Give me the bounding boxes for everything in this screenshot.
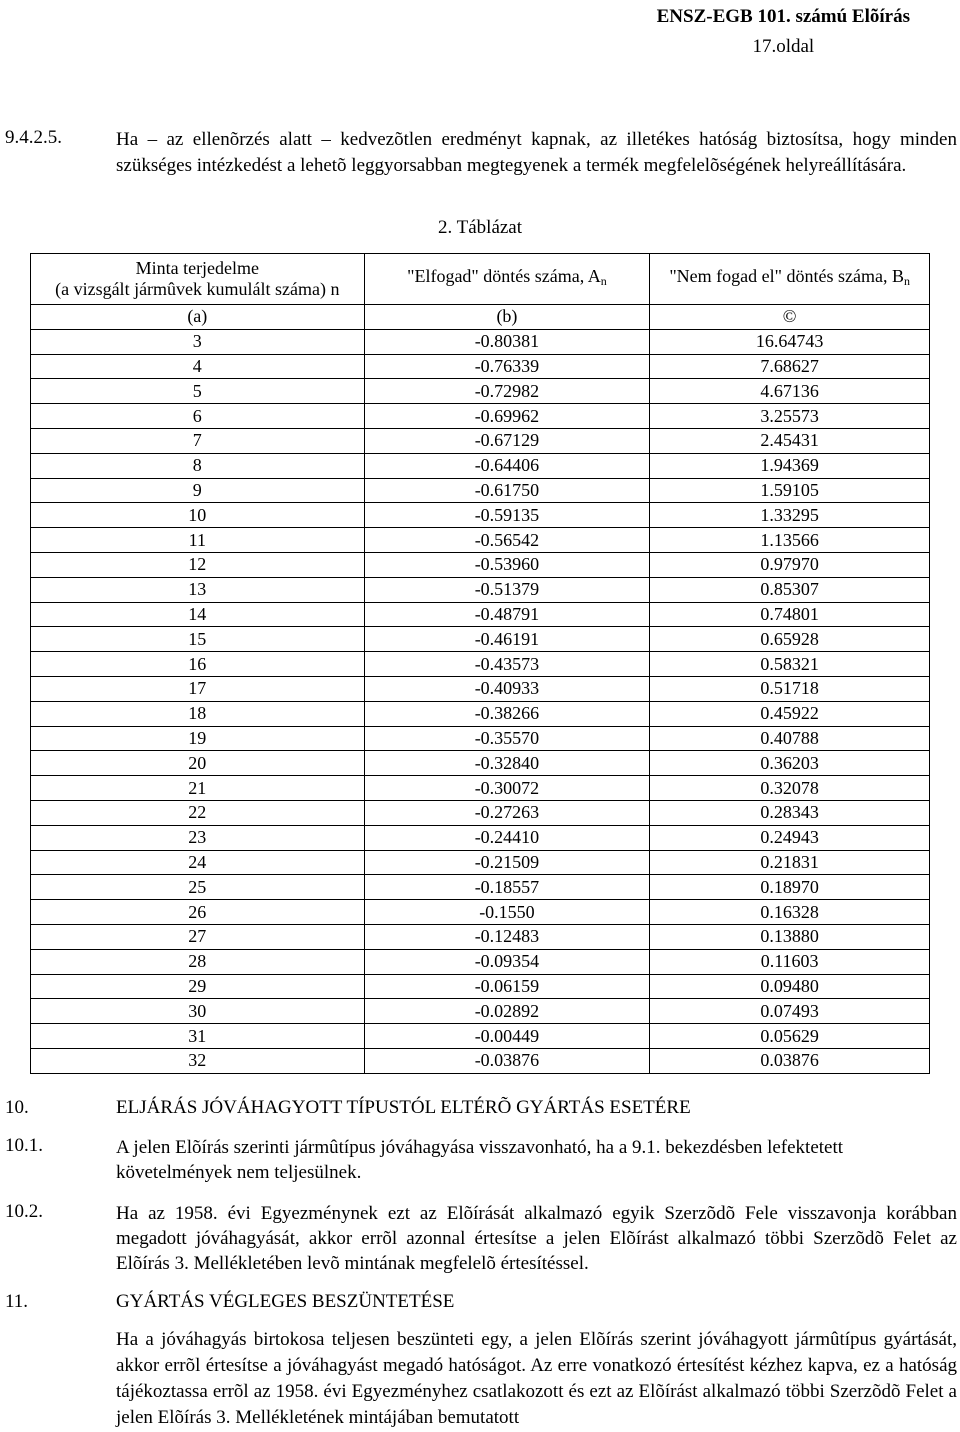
sample-size-cell: 30	[31, 999, 365, 1024]
table-row	[31, 850, 930, 875]
reject-number-cell: 2.45431	[650, 428, 930, 453]
header-accept-subscript: n	[600, 274, 607, 288]
sample-size-cell: 27	[31, 924, 365, 949]
reject-number-cell: 0.40788	[650, 726, 930, 751]
table-row	[31, 552, 930, 577]
accept-number-cell: -0.30072	[364, 776, 650, 801]
sample-size-cell: 20	[31, 751, 365, 776]
header-accept	[364, 254, 650, 305]
reject-number-cell: 0.97970	[650, 552, 930, 577]
table-row	[31, 577, 930, 602]
table-row	[31, 329, 930, 354]
sample-size-cell: 13	[31, 577, 365, 602]
table-row	[31, 999, 930, 1024]
page-header	[657, 2, 910, 62]
reject-number-cell: 0.58321	[650, 652, 930, 677]
reject-number-cell: 7.68627	[650, 354, 930, 379]
table-row	[31, 776, 930, 801]
sample-size-cell: 11	[31, 528, 365, 553]
sample-size-cell: 25	[31, 875, 365, 900]
sample-size-cell: 4	[31, 354, 365, 379]
sample-size-cell: 29	[31, 974, 365, 999]
reject-number-cell: 0.09480	[650, 974, 930, 999]
table-row	[31, 453, 930, 478]
header-sample-size-line1: Minta terjedelme	[135, 258, 260, 278]
reject-number-cell: 1.94369	[650, 453, 930, 478]
sample-size-cell: 31	[31, 1024, 365, 1049]
table-row	[31, 974, 930, 999]
sample-size-cell: 24	[31, 850, 365, 875]
reject-number-cell: 0.05629	[650, 1024, 930, 1049]
accept-number-cell: -0.00449	[364, 1024, 650, 1049]
reject-number-cell: 1.59105	[650, 478, 930, 503]
column-letter-c: ©	[650, 305, 930, 330]
table-row	[31, 726, 930, 751]
accept-number-cell: -0.72982	[364, 379, 650, 404]
reject-number-cell: 16.64743	[650, 329, 930, 354]
column-letters-row	[31, 305, 930, 330]
column-letter-b: (b)	[364, 305, 650, 330]
reject-number-cell: 0.13880	[650, 924, 930, 949]
reject-number-cell: 0.51718	[650, 676, 930, 701]
accept-number-cell: -0.76339	[364, 354, 650, 379]
paragraph-number: 10.1.	[5, 1135, 43, 1156]
table-row	[31, 404, 930, 429]
accept-number-cell: -0.35570	[364, 726, 650, 751]
accept-number-cell: -0.21509	[364, 850, 650, 875]
sample-size-cell: 12	[31, 552, 365, 577]
sample-size-cell: 14	[31, 602, 365, 627]
accept-number-cell: -0.61750	[364, 478, 650, 503]
accept-number-cell: -0.06159	[364, 974, 650, 999]
reject-number-cell: 0.21831	[650, 850, 930, 875]
accept-number-cell: -0.02892	[364, 999, 650, 1024]
page-number: 17.oldal	[752, 36, 815, 57]
table-row	[31, 900, 930, 925]
paragraph-text: Ha a jóváhagyás birtokosa teljesen beszünteti egy, a jelen Elõírás szerint jóváhagyott jármûtípus gyártását, akkor errõl értesítse a jóváhagyást megadó hatóságot. Az erre vonatkozó értesítést kézhez kapva, ez a hatóság tájékoztassa errõl az 1958. évi Egyezményhez csatlakozott és ezt az Elõírást alkalmazó többi Szerzõdõ Felet a jelen Elõírás 3. Mellékletének mintájában bemutatott	[116, 1329, 957, 1428]
table-row	[31, 379, 930, 404]
accept-number-cell: -0.1550	[364, 900, 650, 925]
section-number: 11.	[5, 1291, 29, 1312]
header-reject-label: "Nem fogad el" döntés száma, B	[669, 266, 904, 286]
table-row	[31, 875, 930, 900]
reject-number-cell: 4.67136	[650, 379, 930, 404]
table-row	[31, 1024, 930, 1049]
paragraph-number: 9.4.2.5.	[5, 127, 62, 148]
table-row	[31, 676, 930, 701]
table-row	[31, 924, 930, 949]
reject-number-cell: 0.03876	[650, 1048, 930, 1073]
paragraph-number: 10.2.	[5, 1201, 43, 1222]
table-row	[31, 825, 930, 850]
accept-number-cell: -0.38266	[364, 701, 650, 726]
header-reject-subscript: n	[903, 274, 910, 288]
sample-size-cell: 5	[31, 379, 365, 404]
table-row	[31, 652, 930, 677]
accept-number-cell: -0.32840	[364, 751, 650, 776]
sample-size-cell: 17	[31, 676, 365, 701]
reject-number-cell: 0.85307	[650, 577, 930, 602]
accept-number-cell: -0.46191	[364, 627, 650, 652]
reject-number-cell: 1.33295	[650, 503, 930, 528]
reject-number-cell: 0.45922	[650, 701, 930, 726]
accept-number-cell: -0.48791	[364, 602, 650, 627]
paragraph-text: A jelen Elõírás szerinti jármûtípus jóváhagyása visszavonható, ha a 9.1. bekezdésben lefektetett követelmények nem teljesülnek.	[116, 1137, 844, 1183]
header-sample-size-line2: (a vizsgált jármûvek kumulált száma) n	[55, 279, 340, 299]
sample-size-cell: 6	[31, 404, 365, 429]
reject-number-cell: 0.36203	[650, 751, 930, 776]
reject-number-cell: 0.28343	[650, 800, 930, 825]
table-row	[31, 602, 930, 627]
section-number: 10.	[5, 1097, 29, 1118]
accept-number-cell: -0.64406	[364, 453, 650, 478]
sample-size-cell: 26	[31, 900, 365, 925]
table-row	[31, 627, 930, 652]
accept-number-cell: -0.24410	[364, 825, 650, 850]
header-reject	[650, 254, 930, 305]
section-title: GYÁRTÁS VÉGLEGES BESZÜNTETÉSE	[116, 1291, 455, 1312]
sample-size-cell: 28	[31, 949, 365, 974]
accept-number-cell: -0.40933	[364, 676, 650, 701]
regulation-title: ENSZ-EGB 101. számú Elõírás	[656, 6, 910, 27]
sample-size-cell: 32	[31, 1048, 365, 1073]
column-letter-a: (a)	[31, 305, 365, 330]
accept-number-cell: -0.56542	[364, 528, 650, 553]
table-row	[31, 701, 930, 726]
decision-table	[30, 253, 930, 1074]
sample-size-cell: 10	[31, 503, 365, 528]
reject-number-cell: 0.11603	[650, 949, 930, 974]
reject-number-cell: 3.25573	[650, 404, 930, 429]
sample-size-cell: 3	[31, 329, 365, 354]
reject-number-cell: 0.32078	[650, 776, 930, 801]
sample-size-cell: 8	[31, 453, 365, 478]
sample-size-cell: 15	[31, 627, 365, 652]
reject-number-cell: 0.24943	[650, 825, 930, 850]
accept-number-cell: -0.53960	[364, 552, 650, 577]
sample-size-cell: 23	[31, 825, 365, 850]
table-caption: 2. Táblázat	[437, 217, 523, 238]
accept-number-cell: -0.43573	[364, 652, 650, 677]
accept-number-cell: -0.27263	[364, 800, 650, 825]
table-row	[31, 949, 930, 974]
accept-number-cell: -0.51379	[364, 577, 650, 602]
reject-number-cell: 0.16328	[650, 900, 930, 925]
sample-size-cell: 9	[31, 478, 365, 503]
accept-number-cell: -0.80381	[364, 329, 650, 354]
reject-number-cell: 0.18970	[650, 875, 930, 900]
accept-number-cell: -0.12483	[364, 924, 650, 949]
table-row	[31, 478, 930, 503]
sample-size-cell: 18	[31, 701, 365, 726]
table-row	[31, 503, 930, 528]
reject-number-cell: 0.07493	[650, 999, 930, 1024]
sample-size-cell: 22	[31, 800, 365, 825]
accept-number-cell: -0.18557	[364, 875, 650, 900]
table-row	[31, 354, 930, 379]
table-row	[31, 428, 930, 453]
paragraph-text: Ha – az ellenõrzés alatt – kedvezõtlen eredményt kapnak, az illetékes hatóság biztosítsa, hogy minden szükséges intézkedést a lehetõ leggyorsabban megtegyenek a termék megfelelõségének helyreállítására.	[116, 129, 957, 176]
sample-size-cell: 16	[31, 652, 365, 677]
section-title: ELJÁRÁS JÓVÁHAGYOTT TÍPUSTÓL ELTÉRÕ GYÁRTÁS ESETÉRE	[116, 1097, 691, 1118]
reject-number-cell: 0.74801	[650, 602, 930, 627]
reject-number-cell: 0.65928	[650, 627, 930, 652]
header-accept-label: "Elfogad" döntés száma, A	[407, 266, 601, 286]
reject-number-cell: 1.13566	[650, 528, 930, 553]
accept-number-cell: -0.03876	[364, 1048, 650, 1073]
header-sample-size	[31, 254, 365, 305]
table-row	[31, 528, 930, 553]
accept-number-cell: -0.59135	[364, 503, 650, 528]
table-row	[31, 1048, 930, 1073]
accept-number-cell: -0.67129	[364, 428, 650, 453]
accept-number-cell: -0.69962	[364, 404, 650, 429]
table-row	[31, 800, 930, 825]
sample-size-cell: 19	[31, 726, 365, 751]
sample-size-cell: 21	[31, 776, 365, 801]
sample-size-cell: 7	[31, 428, 365, 453]
table-row	[31, 751, 930, 776]
paragraph-text: Ha az 1958. évi Egyezménynek ezt az Elõírását alkalmazó egyik Szerzõdõ Fele visszavonja korábban megadott jóváhagyását, akkor errõl azonnal értesítse a jelen Elõírást alkalmazó többi Szerzõdõ Felet az Elõírás 3. Mellékletében levõ mintának megfelelõ értesítéssel.	[116, 1203, 957, 1274]
accept-number-cell: -0.09354	[364, 949, 650, 974]
